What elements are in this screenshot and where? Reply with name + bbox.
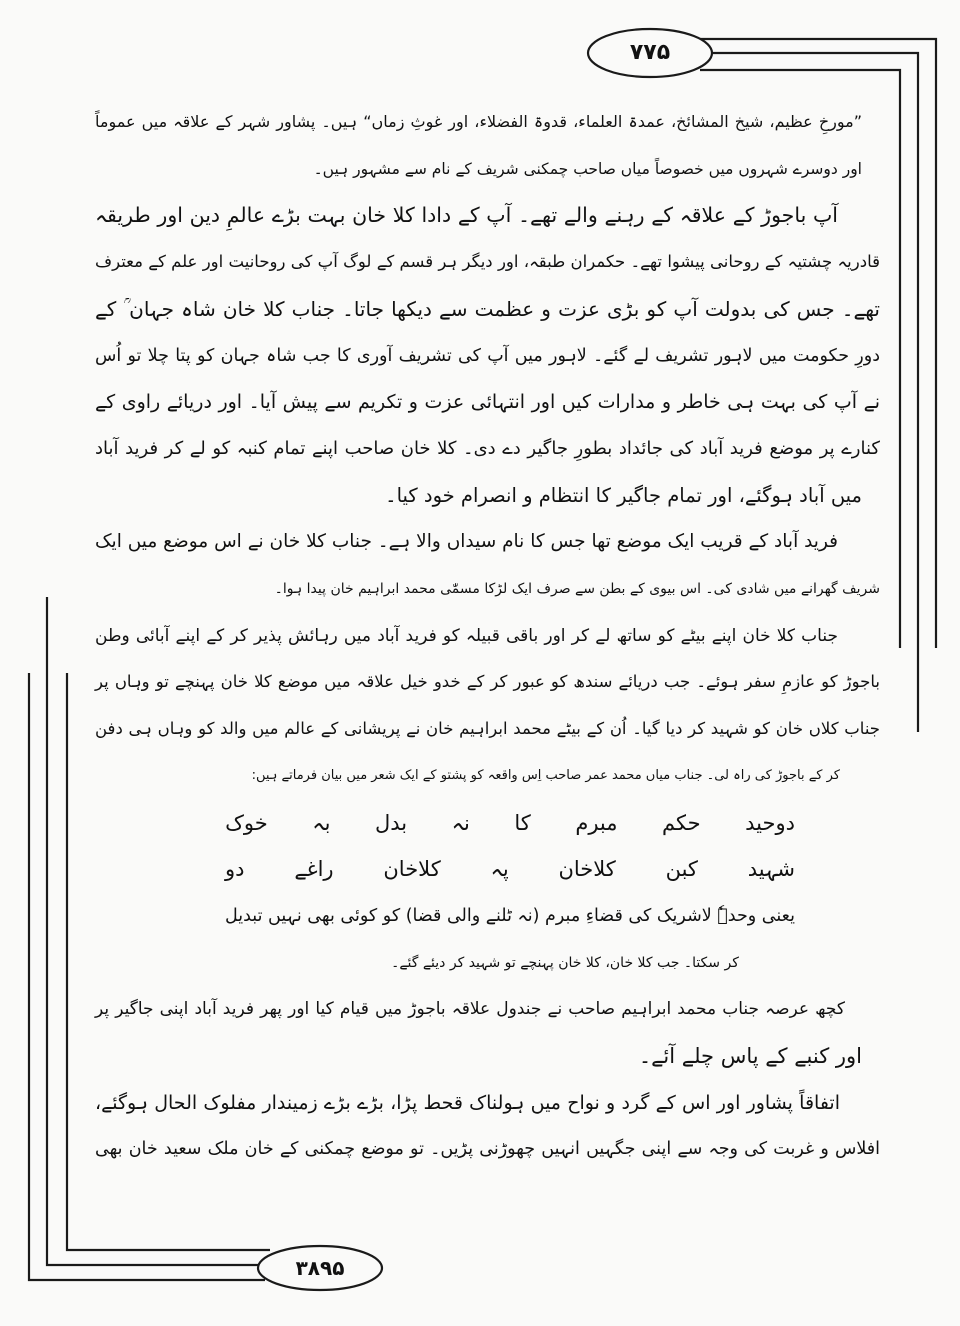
verse-word: کلاخان — [383, 857, 441, 882]
paragraph-line: جناب کلاں خان کو شہید کر دیا گیا۔ اُن کے بیٹے محمد ابراہیم خان نے پریشانی کے عالم میں والد کو وہاں ہی دفن — [95, 719, 880, 739]
verse-word: شہید — [747, 857, 795, 882]
paragraph-line: افلاس و غربت کی وجہ سے اپنی جگہیں انہیں چھوڑنی پڑیں۔ تو موضع چمکنی کے خان ملک سعید خان بھی — [95, 1139, 880, 1160]
verse-word: کبن — [665, 857, 698, 882]
verse-word: بدل — [374, 810, 408, 835]
paragraph-line: قادریہ چشتیہ کے روحانی پیشوا تھے۔ حکمران طبقہ، اور دیگر ہر قسم کے لوگ آپ کی روحانیت اور علم کے معترف — [95, 252, 880, 272]
paragraph-line: میں آباد ہوگئے، اور تمام جاگیر کا انتظام و انصرام خود کیا۔ — [385, 483, 862, 507]
translation-line: یعنی وحدہٗ لاشریک کی قضاءِ مبرم (نہ ٹلنے والی قضا) کو کوئی بھی نہیں تبدیل — [224, 905, 795, 926]
verse-line — [225, 849, 795, 889]
verse-line — [225, 803, 795, 843]
paragraph-line: کر کے باجوڑ کی راہ لی۔ جناب میاں محمد عمر صاحب اِس واقعہ کو پشتو کے ایک شعر میں بیان فرماتے ہیں: — [251, 767, 840, 783]
verse-word: بہ — [312, 810, 331, 835]
paragraph-line: ”مورخِ عظیم، شیخ المشائخ، عمدۃ العلماء، قدوۃ الفضلاء، اور غوثِ زماں“ ہیں۔ پشاور شہر کے علاقہ میں عموماً — [95, 112, 862, 131]
verse-word: مبرم — [575, 810, 618, 835]
bottom-frame-outer-line — [29, 673, 265, 1280]
paragraph-line: دورِ حکومت میں لاہور تشریف لے گئے۔ لاہور میں آپ کی تشریف آوری کا جب شاہ جہان کو پتا چلا تو اُس — [95, 345, 880, 366]
translation-line: کر سکتا۔ جب کلا خان، کلا خان پہنچے تو شہید کر دیئے گئے۔ — [391, 954, 739, 971]
verse-word: راغے — [294, 857, 334, 882]
paragraph-line: اور کنبے کے پاس چلے آئے۔ — [638, 1044, 862, 1068]
paragraph-line: کچھ عرصہ جناب محمد ابراہیم صاحب نے جندول علاقہ باجوڑ میں قیام کیا اور پھر فرید آباد اپنی جاگیر پر — [95, 999, 845, 1020]
verse-word: دوحید — [745, 810, 795, 835]
paragraph-line: نے آپ کی بہت ہی خاطر و مدارات کیں اور انتہائی عزت و تکریم سے پیش آیا۔ اور دریائے راوی کے — [95, 391, 880, 414]
verse-word: کا — [514, 810, 531, 835]
verse-word: نہ — [451, 810, 470, 835]
paragraph-line: اتفاقاً پشاور اور اس کے گرد و نواح میں ہولناک قحط پڑا، بڑے بڑے زمیندار مفلوک الحال ہوگئے، — [95, 1091, 840, 1114]
paragraph-line: فرید آباد کے قریب ایک موضع تھا جس کا نام سیداں والا ہے۔ جناب کلا خان نے اس موضع میں ایک — [95, 531, 838, 553]
verse-word: پہ — [490, 857, 509, 882]
paragraph-line: جناب کلا خان اپنے بیٹے کو ساتھ لے کر اور باقی قبیلہ کو فرید آباد میں رہائش پذیر کر کے اپنے آبائی وطن — [95, 625, 838, 646]
page-number-top: ۷۷۵ — [629, 40, 671, 65]
paragraph-line: شریف گھرانے میں شادی کی۔ اس بیوی کے بطن سے صرف ایک لڑکا مسمّٰی محمد ابراہیم خان پیدا ہوا۔ — [274, 581, 880, 597]
paragraph-line: کنارے پر موضع فرید آباد کی جائداد بطورِ جاگیر دے دی۔ کلا خان صاحب اپنے تمام کنبہ کو لے کر فرید آباد — [95, 437, 880, 459]
paragraph-line: تھے۔ جس کی بدولت آپ کو بڑی عزت و عظمت سے دیکھا جاتا۔ جناب کلا خان شاہ جہان ؒ کے — [95, 296, 880, 321]
verse-word: خوک — [225, 810, 268, 835]
verse-word: دو — [225, 857, 245, 882]
paragraph-line: اور دوسرے شہروں میں خصوصاً میاں صاحب چمکنی شریف کے نام سے مشہور ہیں۔ — [313, 159, 862, 178]
verse-word: کلاخان — [558, 857, 616, 882]
paragraph-line: آپ باجوڑ کے علاقہ کے رہنے والے تھے۔ آپ کے دادا کلا خان بہت بڑے عالمِ دین اور طریقہ — [95, 203, 838, 228]
paragraph-line: باجوڑ کو عازمِ سفر ہوئے۔ جب دریائے سندھ کو عبور کر کے خدو خیل علاقہ میں موضع کلا خان پہنچے تو وہاں پر — [95, 672, 880, 692]
verse-word: حکم — [662, 810, 701, 835]
page-number-bottom: ۳۸۹۵ — [295, 1256, 345, 1280]
